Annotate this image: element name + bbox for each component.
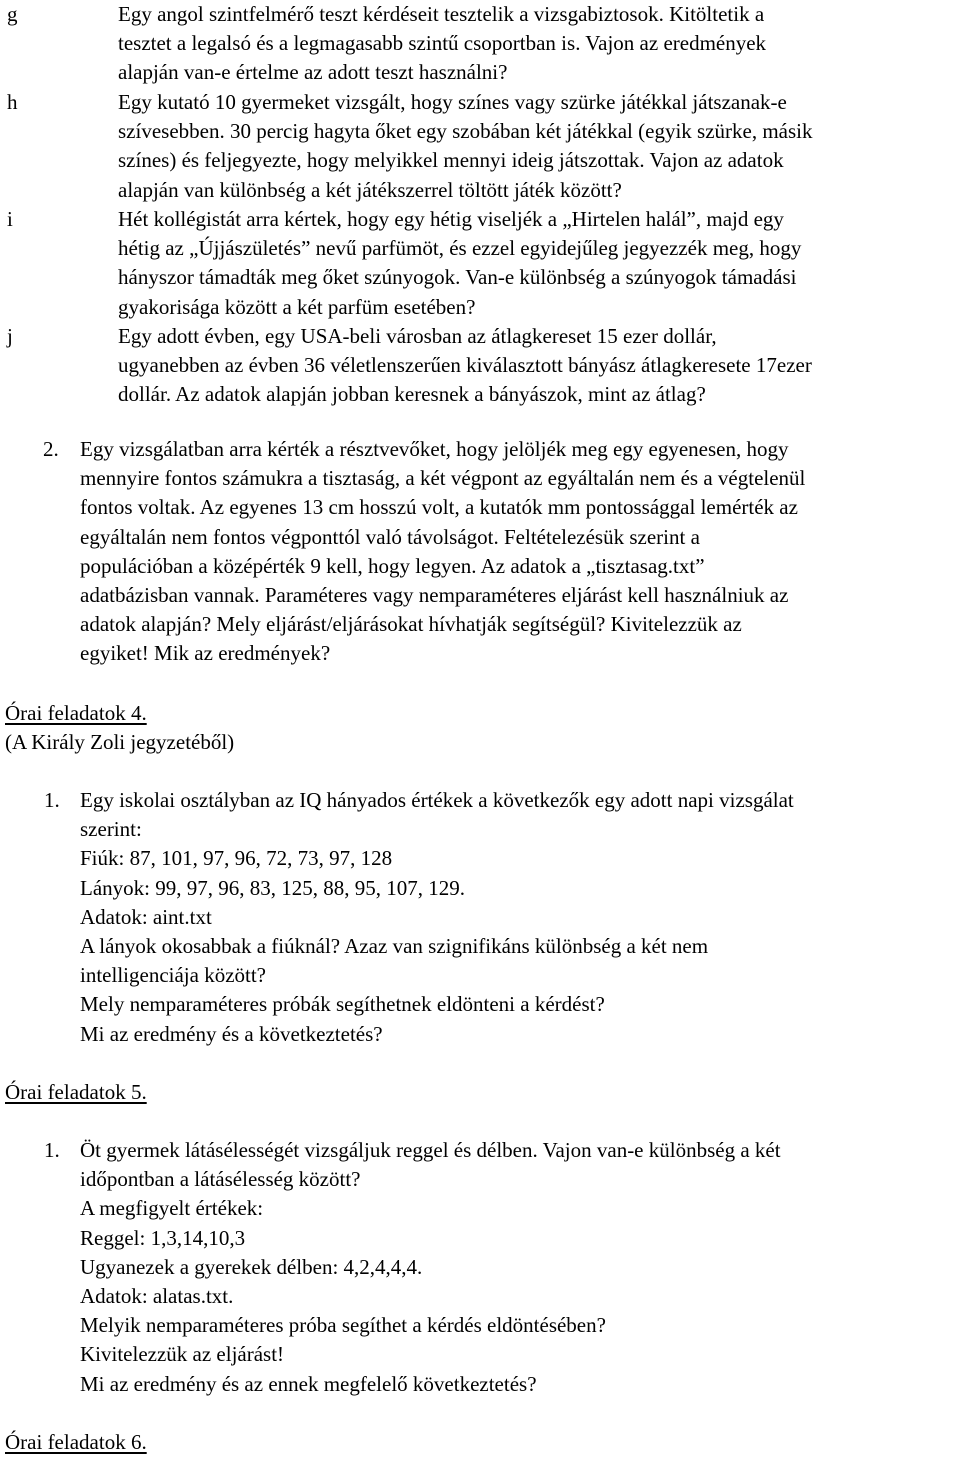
text-line: Mi az eredmény és az ennek megfelelő következtetés? xyxy=(80,1371,537,1396)
text-line: egyáltalán nem fontos végponttól való távolságot. Feltételezésük szerint a xyxy=(80,524,700,549)
text-line: Egy iskolai osztályban az IQ hányados értékek a következők egy adott napi vizsgálat xyxy=(80,788,794,812)
question-number: 2. xyxy=(43,437,59,461)
question-2 xyxy=(43,435,958,669)
list-item-j xyxy=(7,322,957,410)
text-line: mennyire fontos számukra a tisztaság, a két végpont az egyáltalán nem és a végtelenül xyxy=(80,466,806,491)
text-line: tesztet a legalsó és a legmagasabb szintű csoportban is. Vajon az eredmények xyxy=(118,31,767,56)
list-item-h xyxy=(7,88,957,205)
text-line: színes) és feljegyezte, hogy melyikkel mennyi ideig játszottak. Vajon az adatok xyxy=(118,148,784,173)
section-6-header xyxy=(5,1428,955,1457)
text-line: Kivitelezzük az eljárást! xyxy=(80,1342,285,1367)
text-line: hányszor támadták meg őket szúnyogok. Van-e különbség a szúnyogok támadási xyxy=(118,265,797,290)
text-line: ugyanebben az évben 36 véletlenszerűen kiválasztott bányász átlagkeresete 17ezer xyxy=(118,353,812,378)
text-line: Mi az eredmény és a következtetés? xyxy=(80,1021,383,1046)
text-line: gyakorisága között a két parfüm esetében? xyxy=(118,294,476,319)
text-line: adatbázisban vannak. Paraméteres vagy nemparaméteres eljárást kell használniuk az xyxy=(80,583,789,608)
text-line: Egy vizsgálatban arra kérték a résztvevőket, hogy jelöljék meg egy egyenesen, hogy xyxy=(80,437,789,461)
text-line: Ugyanezek a gyerekek délben: 4,2,4,4,4. xyxy=(80,1254,423,1279)
text-line: Egy angol szintfelmérő teszt kérdéseit tesztelik a vizsgabiztosok. Kitöltetik a xyxy=(118,2,765,26)
text-line: Mely nemparaméteres próbák segíthetnek eldönteni a kérdést? xyxy=(80,992,605,1017)
list-item-i xyxy=(7,205,957,322)
question-text xyxy=(80,435,958,669)
lettered-list xyxy=(7,0,957,410)
text-line: A megfigyelt értékek: xyxy=(80,1196,264,1221)
text-line: hétig az „Újjászületés” nevű parfümöt, és ezzel egyidejűleg jegyezzék meg, hogy xyxy=(118,236,802,261)
text-line: időpontban a látásélesség között? xyxy=(80,1167,361,1192)
question-text xyxy=(80,786,958,1049)
item-marker: j xyxy=(7,324,13,348)
item-text xyxy=(118,322,957,410)
text-line: szerint: xyxy=(80,817,142,842)
question-text xyxy=(80,1136,958,1399)
item-text xyxy=(118,88,957,205)
text-line: Egy adott évben, egy USA-beli városban az átlagkereset 15 ezer dollár, xyxy=(118,324,717,348)
text-line: egyiket! Mik az eredmények? xyxy=(80,641,331,666)
text-line: Öt gyermek látásélességét vizsgáljuk reggel és délben. Vajon van-e különbség a két xyxy=(80,1138,781,1162)
text-line: Adatok: alatas.txt. xyxy=(80,1284,234,1309)
item-text xyxy=(118,205,957,322)
text-line: Egy kutató 10 gyermeket vizsgált, hogy színes vagy szürke játékkal játszanak-e xyxy=(118,90,787,114)
text-line: adatok alapján? Mely eljárást/eljárásokat hívhatják segítségül? Kivitelezzük az xyxy=(80,612,742,637)
section-heading: Órai feladatok 5. xyxy=(5,1080,147,1104)
section-5-header xyxy=(5,1078,955,1107)
text-line: alapján van különbség a két játékszerrel töltött játék között? xyxy=(118,177,622,202)
list-item-g xyxy=(7,0,957,88)
section-heading: Órai feladatok 6. xyxy=(5,1430,147,1454)
text-line: populációban a középérték 9 kell, hogy legyen. Az adatok a „tisztasag.txt” xyxy=(80,553,705,578)
item-marker: g xyxy=(7,2,18,26)
text-line: A lányok okosabbak a fiúknál? Azaz van szignifikáns különbség a két nem xyxy=(80,934,709,959)
text-line: dollár. Az adatok alapján jobban keresnek a bányászok, mint az átlag? xyxy=(118,382,706,407)
item-text xyxy=(118,0,957,88)
question-number: 1. xyxy=(44,788,60,812)
section-4-header xyxy=(5,699,955,757)
section-heading: Órai feladatok 4. xyxy=(5,701,147,725)
text-line: Hét kollégistát arra kértek, hogy egy hétig viseljék a „Hirtelen halál”, majd egy xyxy=(118,207,784,231)
text-line: szívesebben. 30 percig hagyta őket egy szobában két játékkal (egyik szürke, másik xyxy=(118,119,813,144)
question-number: 1. xyxy=(44,1138,60,1162)
section-subheading: (A Király Zoli jegyzetéből) xyxy=(5,730,235,755)
item-marker: i xyxy=(7,207,13,231)
text-line: Fiúk: 87, 101, 97, 96, 72, 73, 97, 128 xyxy=(80,846,393,871)
text-line: alapján van-e értelme az adott teszt használni? xyxy=(118,60,508,85)
text-line: Reggel: 1,3,14,10,3 xyxy=(80,1225,246,1250)
text-line: intelligenciája között? xyxy=(80,963,267,988)
section-4-item-1 xyxy=(44,786,958,1049)
item-marker: h xyxy=(7,90,18,114)
text-line: Lányok: 99, 97, 96, 83, 125, 88, 95, 107, 129. xyxy=(80,875,465,900)
text-line: Melyik nemparaméteres próba segíthet a kérdés eldöntésében? xyxy=(80,1313,606,1338)
text-line: Adatok: aint.txt xyxy=(80,904,212,929)
text-line: fontos voltak. Az egyenes 13 cm hosszú volt, a kutatók mm pontossággal lemérték az xyxy=(80,495,798,520)
section-5-item-1 xyxy=(44,1136,958,1399)
